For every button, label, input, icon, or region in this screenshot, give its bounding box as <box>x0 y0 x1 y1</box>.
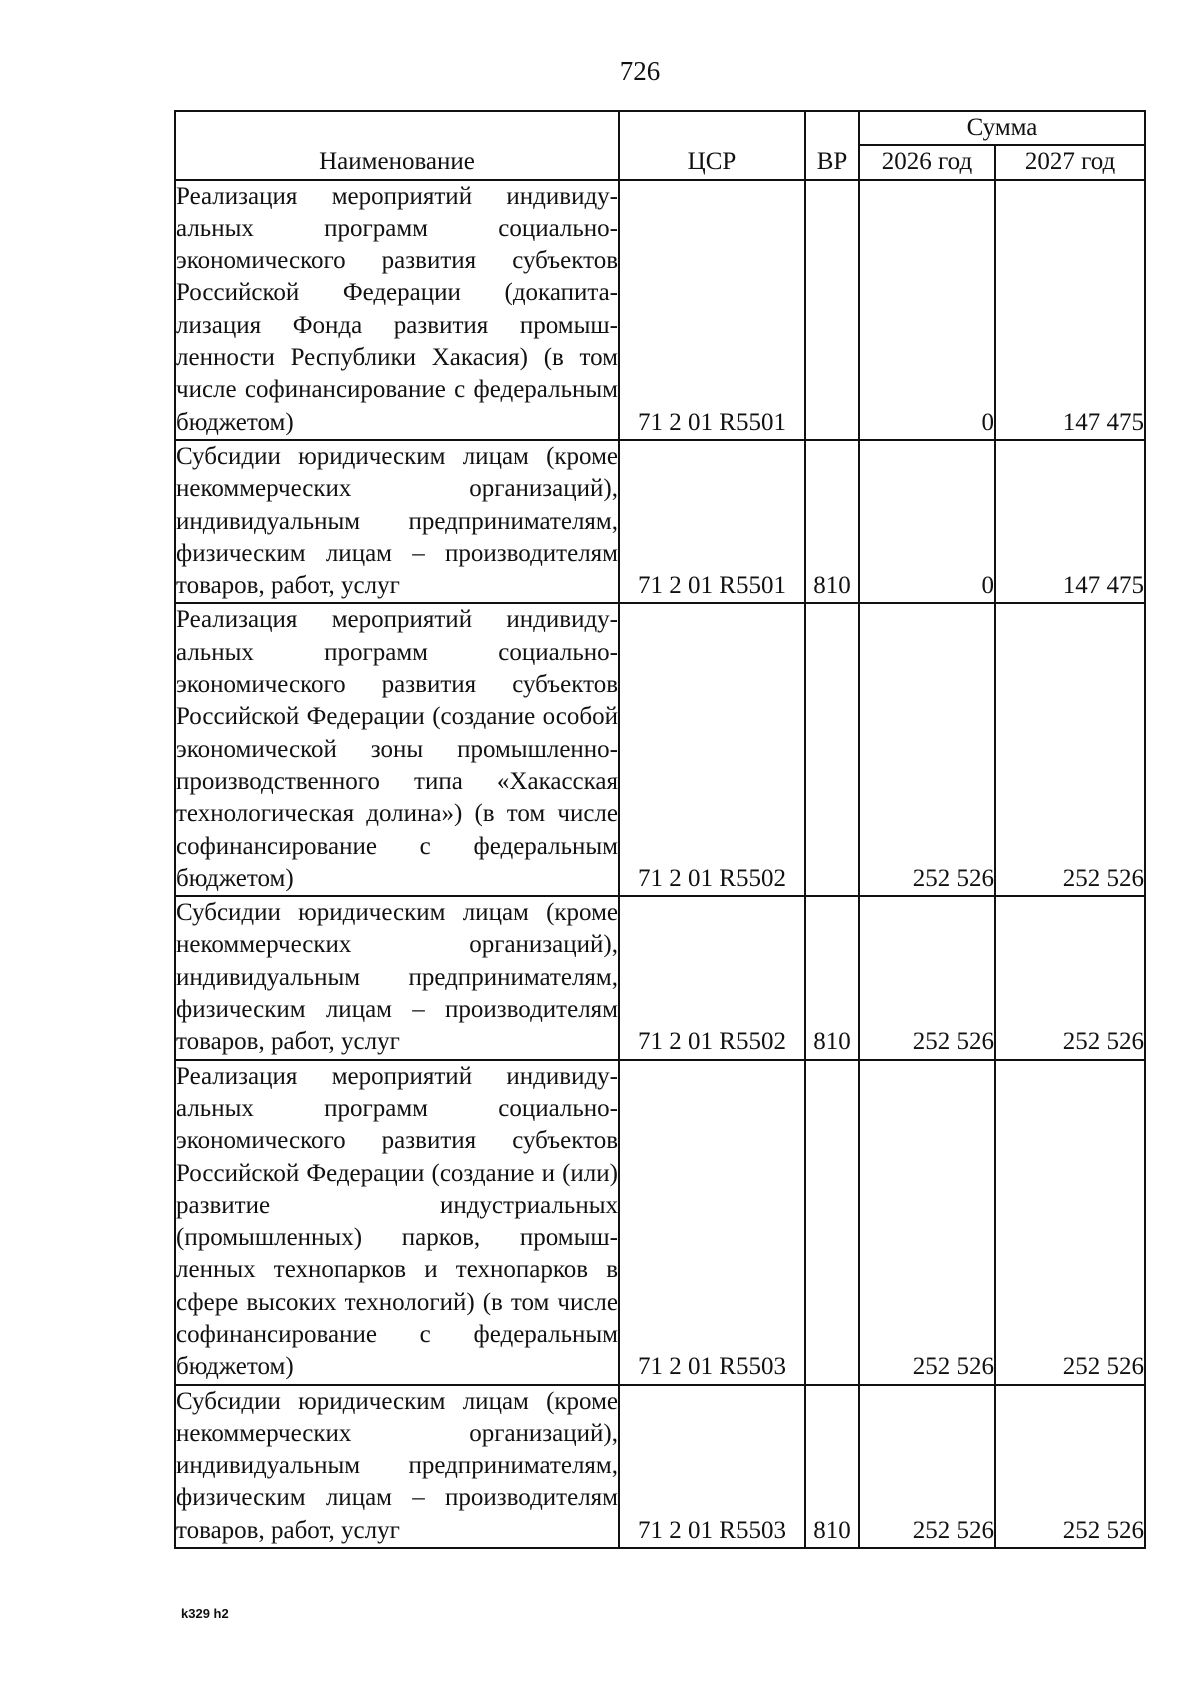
row-vr <box>805 603 859 896</box>
row-name: Субсидии юридическим лицам (кроме некоммерческих организаций), индивидуальным предпринимателям, физическим лицам – производителям товаров, работ, услуг <box>175 440 619 603</box>
header-name: Наименование <box>175 111 619 180</box>
row-sum-2027: 252 526 <box>995 603 1145 896</box>
row-sum-2026: 252 526 <box>859 1385 995 1548</box>
row-sum-2026: 252 526 <box>859 896 995 1059</box>
row-csr: 71 2 01 R5502 <box>619 603 805 896</box>
header-year-2026: 2026 год <box>859 145 995 179</box>
row-csr: 71 2 01 R5502 <box>619 896 805 1059</box>
table-row <box>175 896 1145 1059</box>
budget-table <box>174 110 1146 1549</box>
document-code: k329 h2 <box>181 1606 229 1621</box>
row-csr: 71 2 01 R5501 <box>619 440 805 603</box>
row-name: Реализация мероприятий индивидуальных программ социально-экономического развития субъектов Российской Федерации (создание и (или) развитие индустриальных (промышленных) парков, промышленных технопарков и технопарков в сфере высоких технологий) (в том числе софинансирование с федеральным бюджетом) <box>175 1060 619 1385</box>
table-row <box>175 1385 1145 1548</box>
table-row <box>175 180 1145 440</box>
header-row <box>175 111 1145 145</box>
row-vr: 810 <box>805 440 859 603</box>
page-number: 726 <box>619 56 661 86</box>
row-sum-2027: 252 526 <box>995 1385 1145 1548</box>
table-row <box>175 440 1145 603</box>
row-vr <box>805 1060 859 1385</box>
row-csr: 71 2 01 R5501 <box>619 180 805 440</box>
row-name: Реализация мероприятий индивидуальных программ социально-экономического развития субъектов Российской Федерации (докапитализация Фонда развития промышленности Республики Хакасия) (в том числе софинансирование с федеральным бюджетом) <box>175 180 619 440</box>
row-vr <box>805 180 859 440</box>
row-vr: 810 <box>805 896 859 1059</box>
header-vr: ВР <box>805 111 859 180</box>
row-csr: 71 2 01 R5503 <box>619 1060 805 1385</box>
row-csr: 71 2 01 R5503 <box>619 1385 805 1548</box>
row-name: Реализация мероприятий индивидуальных программ социально-экономического развития субъектов Российской Федерации (создание особой экономической зоны промышленно-производственного типа «Хакасская технологическая долина») (в том числе софинансирование с федеральным бюджетом) <box>175 603 619 896</box>
row-sum-2026: 252 526 <box>859 1060 995 1385</box>
row-name: Субсидии юридическим лицам (кроме некоммерческих организаций), индивидуальным предпринимателям, физическим лицам – производителям товаров, работ, услуг <box>175 1385 619 1548</box>
table-row <box>175 603 1145 896</box>
header-sum: Сумма <box>859 111 1145 145</box>
row-sum-2026: 252 526 <box>859 603 995 896</box>
row-sum-2026: 0 <box>859 440 995 603</box>
row-sum-2027: 252 526 <box>995 1060 1145 1385</box>
row-sum-2027: 252 526 <box>995 896 1145 1059</box>
row-sum-2027: 147 475 <box>995 180 1145 440</box>
row-name: Субсидии юридическим лицам (кроме некоммерческих организаций), индивидуальным предпринимателям, физическим лицам – производителям товаров, работ, услуг <box>175 896 619 1059</box>
row-vr: 810 <box>805 1385 859 1548</box>
header-year-2027: 2027 год <box>995 145 1145 179</box>
table-row <box>175 1060 1145 1385</box>
row-sum-2027: 147 475 <box>995 440 1145 603</box>
header-csr: ЦСР <box>619 111 805 180</box>
row-sum-2026: 0 <box>859 180 995 440</box>
